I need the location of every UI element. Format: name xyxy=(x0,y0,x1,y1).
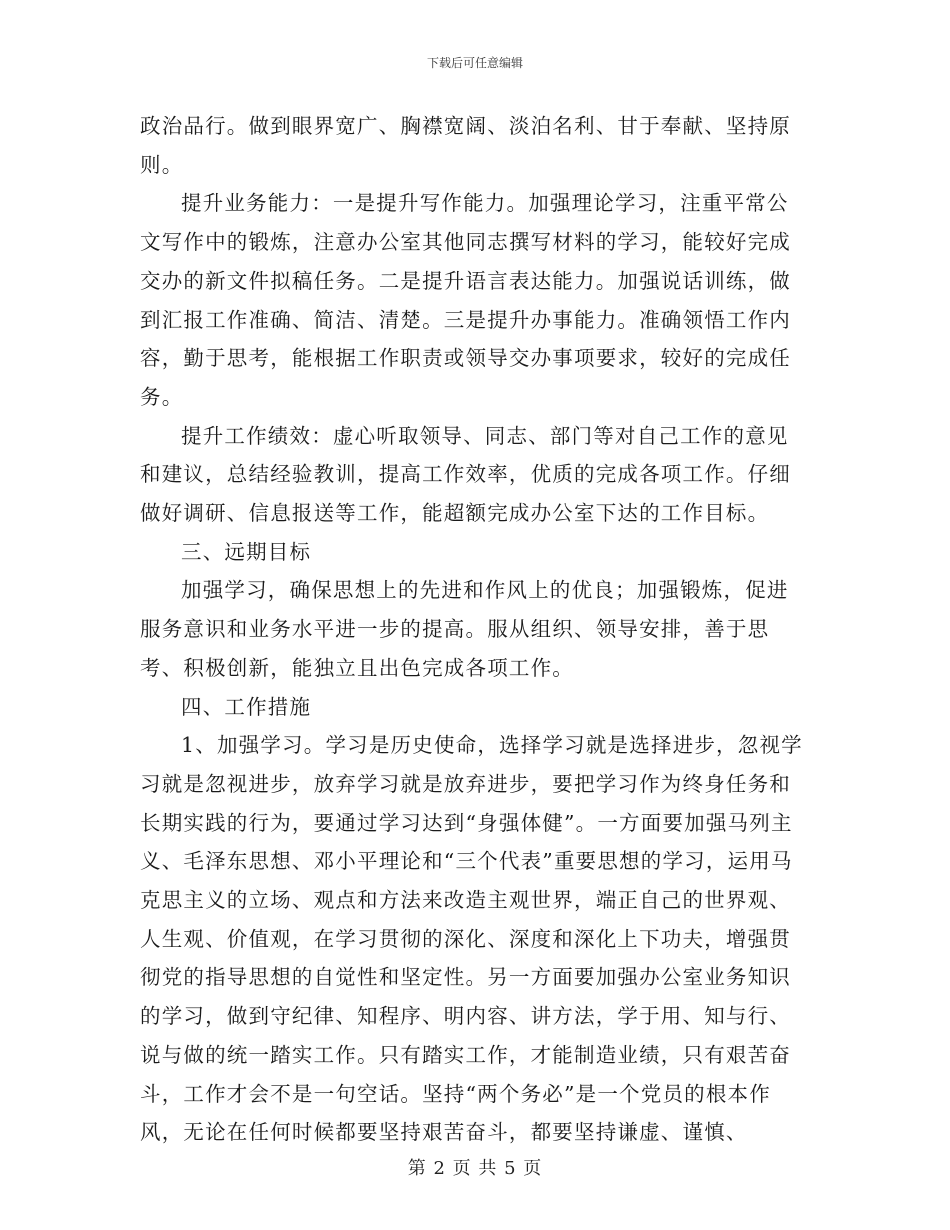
paragraph: 提升业务能力：一是提升写作能力。加强理论学习，注重平常公文写作中的锻炼，注意办公室其他同志撰写材料的学习，能较好完成交办的新文件拟稿任务。二是提升语言表达能力。加强说话训练，做到汇报工作准确、简洁、清楚。三是提升办事能力。准确领悟工作内容，勤于思考，能根据工作职责或领导交办事项要求，较好的完成任务。 xyxy=(140,191,791,409)
document-body xyxy=(140,107,808,1152)
section-heading: 四、工作措施 xyxy=(181,694,312,719)
page-footer: 第 2 页 共 5 页 xyxy=(407,1158,543,1179)
section-heading: 三、远期目标 xyxy=(181,539,312,564)
paragraph: 加强学习，确保思想上的先进和作风上的优良；加强锻炼，促进服务意识和业务水平进一步的提高。服从组织、领导安排，善于思考、积极创新，能独立且出色完成各项工作。 xyxy=(140,578,789,680)
page-header: 下载后可任意编辑 xyxy=(426,56,523,70)
paragraph: 提升工作绩效：虚心听取领导、同志、部门等对自己工作的意见和建议，总结经验教训，提高工作效率，优质的完成各项工作。仔细做好调研、信息报送等工作，能超额完成办公室下达的工作目标。 xyxy=(140,423,791,526)
paragraph: 1、加强学习。学习是历史使命，选择学习就是选择进步，忽视学习就是忽视进步，放弃学习就是放弃进步，要把学习作为终身任务和长期实践的行为，要通过学习达到“身强体健”。一方面要加强马列主义、毛泽东思想、邓小平理论和“三个代表”重要思想的学习，运用马克思主义的立场、观点和方法来改造主观世界，端正自己的世界观、人生观、价值观，在学习贯彻的深化、深度和深化上下功夫，增强贯彻党的指导思想的自觉性和坚定性。另一方面要加强办公室业务知识的学习，做到守纪律、知程序、明内容、讲方法，学于用、知与行、说与做的统一踏实工作。只有踏实工作，才能制造业绩，只有艰苦奋斗，工作才会不是一句空话。坚持“两个务必”是一个党员的根本作风，无论在任何时候都要坚持艰苦奋斗，都要坚持谦虚、谨慎、 xyxy=(140,733,803,1145)
paragraph: 政治品行。做到眼界宽广、胸襟宽阔、淡泊名利、甘于奉献、坚持原则。 xyxy=(140,114,791,177)
